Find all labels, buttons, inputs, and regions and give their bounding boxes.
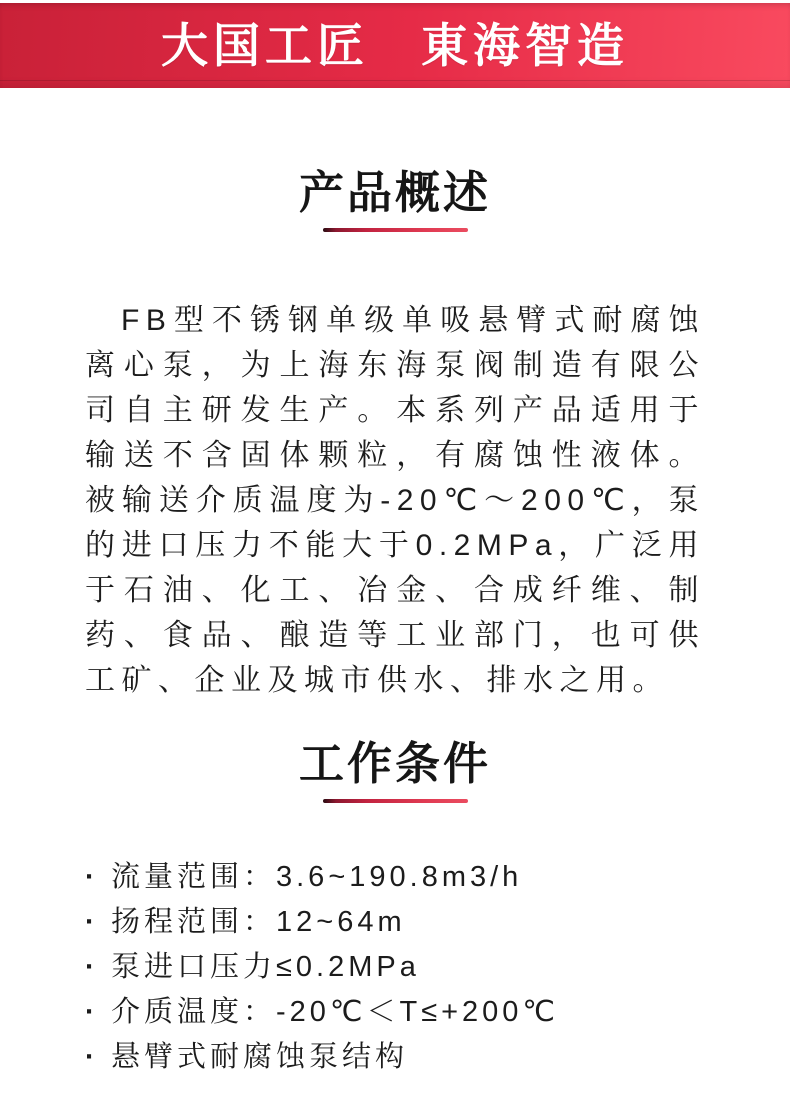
spec-item-text: 介质温度：-20℃＜T≤+200℃	[111, 996, 560, 1028]
section-working-conditions	[0, 738, 790, 1080]
bullet-icon: ·	[85, 861, 99, 893]
brand-banner-title: 大国工匠 東海智造	[161, 19, 629, 72]
section-product-overview	[0, 167, 790, 703]
bullet-icon: ·	[85, 906, 99, 938]
banner-bottom-shade	[0, 80, 790, 81]
spec-item-inlet-pressure	[85, 945, 705, 990]
spec-item-text: 流量范围：3.6~190.8m3/h	[111, 861, 523, 893]
spec-item-text: 悬臂式耐腐蚀泵结构	[111, 1041, 409, 1073]
spec-item-head-range	[85, 900, 705, 945]
title-underline-decoration	[323, 228, 468, 232]
spec-item-flow-range	[85, 855, 705, 900]
spec-item-structure	[85, 1035, 705, 1080]
bullet-icon: ·	[85, 951, 99, 983]
bullet-icon: ·	[85, 996, 99, 1028]
title-underline-decoration	[323, 799, 468, 803]
spec-item-text: 扬程范围：12~64m	[111, 906, 406, 938]
brand-banner	[0, 3, 790, 88]
bullet-icon: ·	[85, 1041, 99, 1073]
product-overview-paragraph: FB型不锈钢单级单吸悬臂式耐腐蚀离心泵，为上海东海泵阀制造有限公司自主研发生产。本系列产品适用于输送不含固体颗粒，有腐蚀性液体。被输送介质温度为-20℃～200℃，泵的进口压力不能大于0.2MPa，广泛用于石油、化工、冶金、合成纤维、制药、食品、酿造等工业部门，也可供工矿、企业及城市供水、排水之用。	[85, 304, 705, 697]
working-conditions-title: 工作条件	[298, 738, 491, 789]
spec-item-text: 泵进口压力≤0.2MPa	[111, 951, 420, 983]
spec-item-medium-temperature	[85, 990, 705, 1035]
product-overview-title: 产品概述	[298, 167, 491, 218]
working-conditions-list	[85, 855, 705, 1080]
